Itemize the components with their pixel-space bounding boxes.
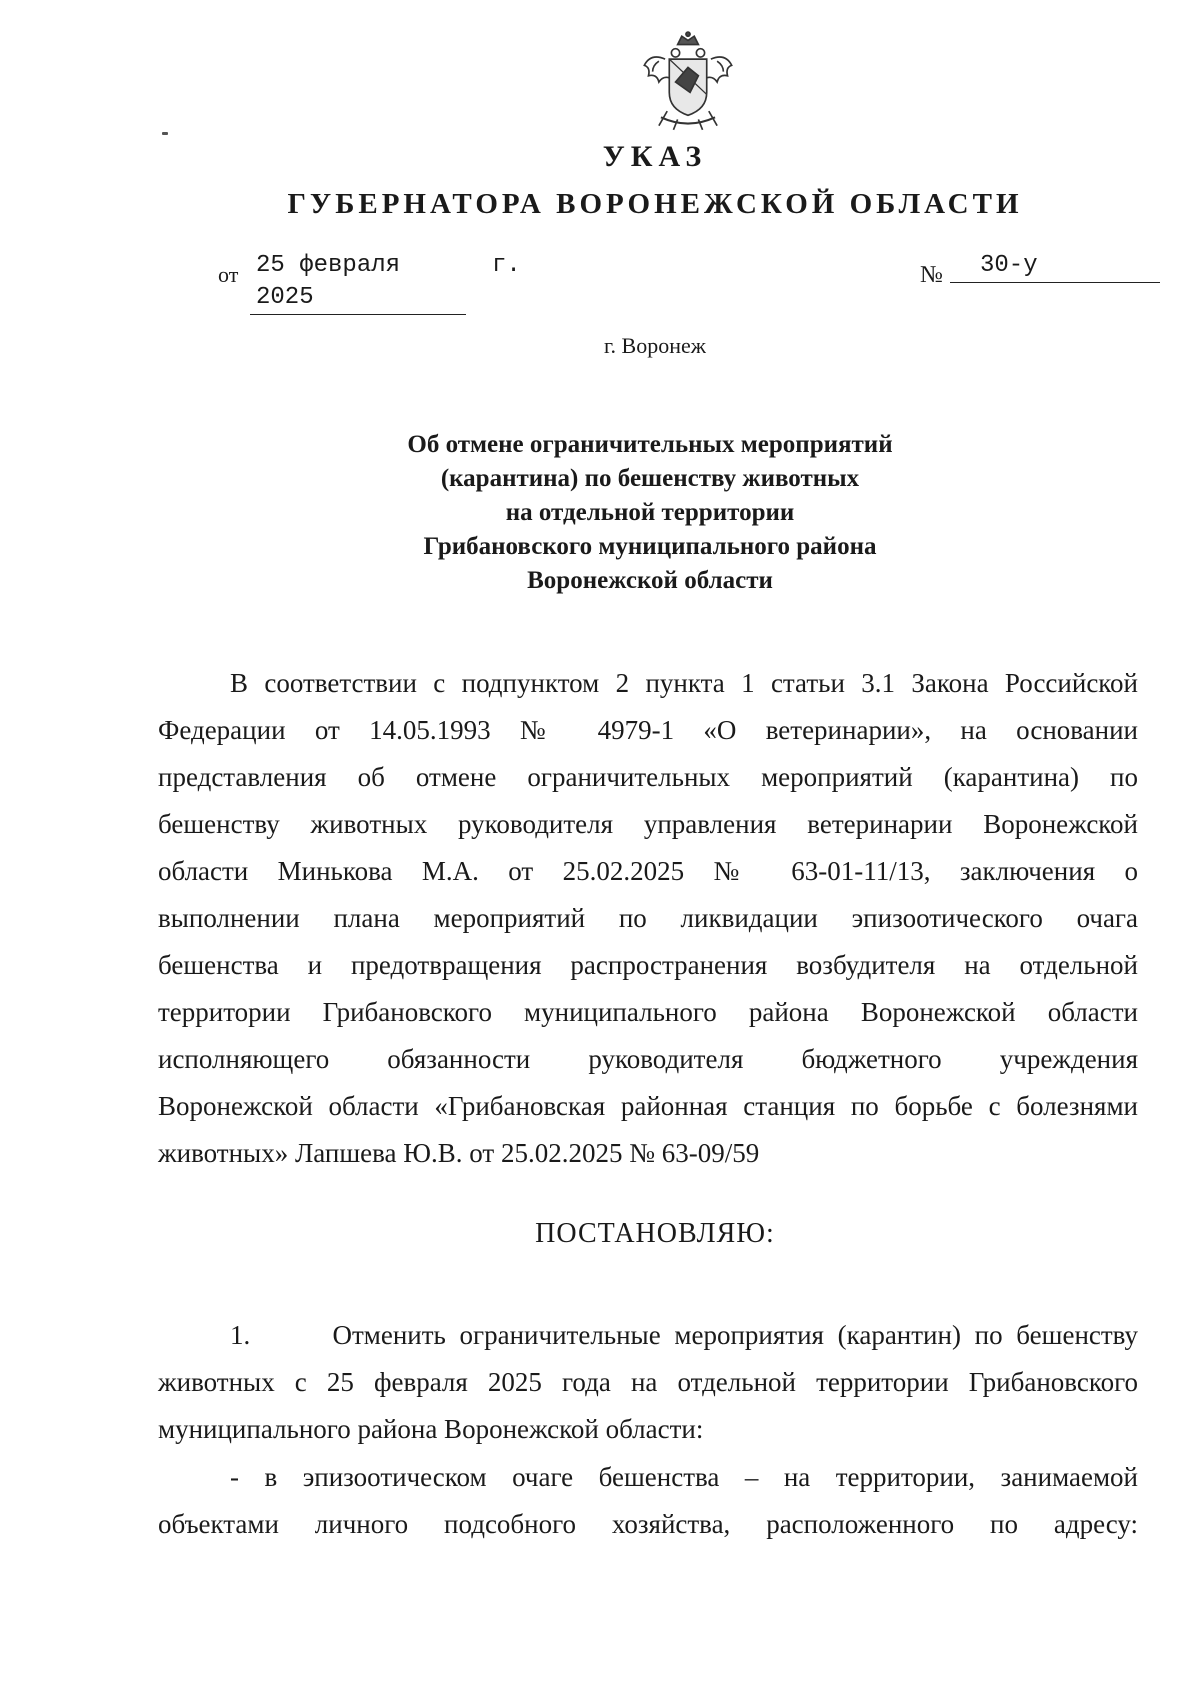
subject-line: Воронежской области	[527, 567, 773, 594]
item-1-subparagraph	[158, 1454, 1138, 1548]
document-title: УКАЗ	[602, 140, 708, 173]
body-line: животных» Лапшева Ю.В. от 25.02.2025 № 63-09/59	[158, 1138, 760, 1168]
decree-word: ПОСТАНОВЛЯЮ:	[535, 1218, 775, 1249]
body-line: объектами личного подсобного хозяйства, расположенного по адресу:	[158, 1509, 1138, 1539]
date-suffix: г.	[492, 252, 521, 279]
body-line: Федерации от 14.05.1993 № 4979-1 «О ветеринарии», на основании	[158, 715, 1138, 745]
body-line: - в эпизоотическом очаге бешенства – на территории, занимаемой	[230, 1462, 1138, 1492]
body-line: представления об отмене ограничительных мероприятий (карантина) по	[158, 762, 1138, 792]
body-line: животных с 25 февраля 2025 года на отдельной территории Грибановского	[158, 1367, 1138, 1397]
item-1-paragraph	[158, 1312, 1138, 1453]
body-line: В соответствии с подпунктом 2 пункта 1 статьи 3.1 Закона Российской	[230, 668, 1138, 698]
number-prefix: №	[920, 262, 943, 288]
date-prefix: от	[218, 262, 239, 287]
coat-of-arms-icon	[636, 30, 740, 134]
document-date: 25 февраля 2025	[250, 250, 466, 315]
body-line: Воронежской области «Грибановская районная станция по борьбе с болезнями	[158, 1091, 1138, 1121]
body-line: выполнении плана мероприятий по ликвидации эпизоотического очага	[158, 903, 1138, 933]
subject-line: Грибановского муниципального района	[423, 533, 877, 560]
document-city: г. Воронеж	[604, 333, 706, 358]
body-line: исполняющего обязанности руководителя бюджетного учреждения	[158, 1044, 1138, 1074]
preamble-paragraph	[158, 660, 1138, 1177]
body-line: муниципального района Воронежской области:	[158, 1414, 704, 1444]
body-line: 1. Отменить ограничительные мероприятия (карантин) по бешенству	[230, 1320, 1138, 1350]
subject-line: на отдельной территории	[505, 499, 795, 526]
body-line: бешенству животных руководителя управления ветеринарии Воронежской	[158, 809, 1138, 839]
document-issuer: ГУБЕРНАТОРА ВОРОНЕЖСКОЙ ОБЛАСТИ	[287, 188, 1023, 220]
document-subject	[300, 428, 1000, 598]
body-line: области Минькова М.А. от 25.02.2025 № 63-01-11/13, заключения о	[158, 856, 1138, 886]
document-number: 30-у	[950, 250, 1160, 283]
body-line: бешенства и предотвращения распространения возбудителя на отдельной	[158, 950, 1138, 980]
subject-line: (карантина) по бешенству животных	[440, 465, 860, 492]
subject-line: Об отмене ограничительных мероприятий	[407, 431, 893, 458]
body-line: территории Грибановского муниципального района Воронежской области	[158, 997, 1138, 1027]
scan-speck	[162, 132, 168, 135]
